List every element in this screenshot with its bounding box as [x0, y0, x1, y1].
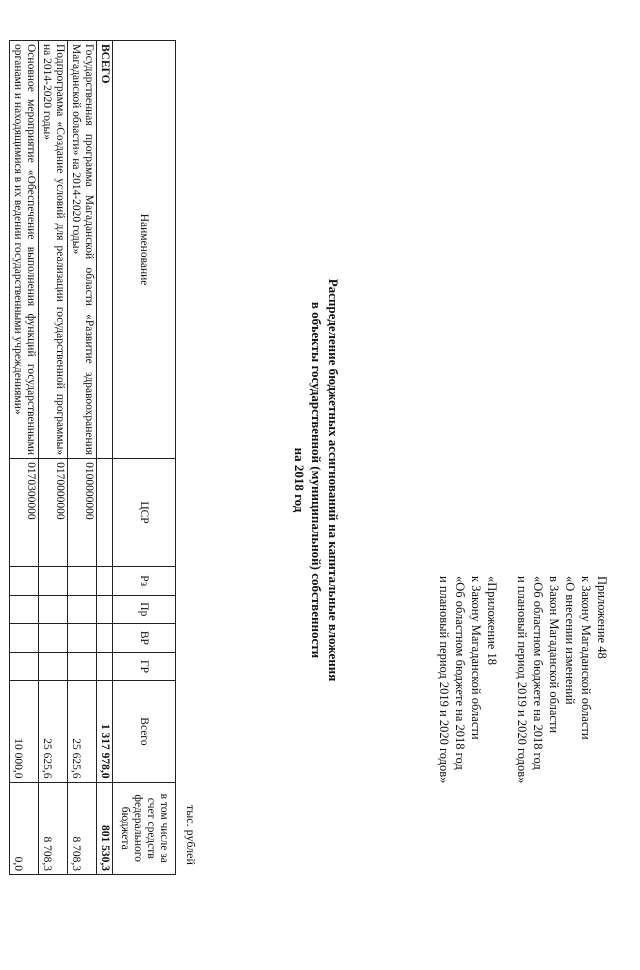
row-vr [10, 624, 39, 653]
row-federal: 8 708,3 [39, 782, 68, 875]
table-row [97, 41, 113, 875]
approval-line: и плановый период 2019 и 2020 годов» [515, 576, 529, 784]
row-csr [97, 459, 113, 567]
row-rz [10, 566, 39, 595]
row-rz [39, 566, 68, 595]
row-gr [97, 652, 113, 681]
table-row [68, 41, 97, 875]
row-federal: 801 530,3 [97, 782, 113, 875]
header-total: Всего [113, 681, 176, 782]
row-pr [10, 595, 39, 624]
row-total: 25 625,6 [39, 681, 68, 782]
row-rz [68, 566, 97, 595]
header-federal: в том числе за счет средств федерального бюджета [113, 782, 176, 875]
budget-table [9, 40, 176, 875]
row-total: 10 000,0 [10, 681, 39, 782]
row-gr [68, 652, 97, 681]
header-csr: ЦСР [113, 459, 176, 567]
header-gr: ГР [113, 652, 176, 681]
row-name: Основное мероприятие «Обеспечение выполнения функций государственными органами и находящимися в их ведении государственными учреждениями» [10, 41, 39, 459]
header-rz: Рз [113, 566, 176, 595]
row-total: 25 625,6 [68, 681, 97, 782]
approval-line: к Закону Магаданской области [579, 576, 593, 740]
row-federal: 0,0 [10, 782, 39, 875]
row-total: 1 317 978,0 [97, 681, 113, 782]
units-label: тыс. рублей [184, 805, 198, 865]
row-gr [10, 652, 39, 681]
prior-approval-line: «Приложение 18 [485, 576, 499, 665]
row-name: ВСЕГО [97, 41, 113, 459]
title-line: Распределение бюджетных ассигнований на капитальные вложения [326, 278, 341, 682]
row-pr [68, 595, 97, 624]
title-line: на 2018 год [292, 447, 307, 513]
approval-line: Приложение 48 [595, 576, 609, 659]
row-gr [39, 652, 68, 681]
row-vr [39, 624, 68, 653]
row-csr: 0170300000 [10, 459, 39, 567]
header-name: Наименование [113, 41, 176, 459]
row-csr: 0100000000 [68, 459, 97, 567]
document-title [291, 70, 342, 970]
table-row [39, 41, 68, 875]
approval-stamp [436, 576, 610, 886]
table-row [10, 41, 39, 875]
row-name: Подпрограмма «Создание условий для реализации государственной программы» на 2014-2020 годы» [39, 41, 68, 459]
header-pr: Пр [113, 595, 176, 624]
prior-approval-line: к Закону Магаданской области [469, 576, 483, 740]
row-name: Государственная программа Магаданской области «Развитие здравоохранения Магаданской области» на 2014-2020 годы» [68, 41, 97, 459]
header-vr: ВР [113, 624, 176, 653]
approval-line: в Закон Магаданской области [547, 576, 561, 734]
row-csr: 0170000000 [39, 459, 68, 567]
row-pr [39, 595, 68, 624]
title-line: в объекты государственной (муниципальной) собственности [309, 301, 324, 659]
approval-line: «Об областном бюджете на 2018 год [531, 576, 545, 770]
row-federal: 8 708,3 [68, 782, 97, 875]
table-header-row [113, 41, 176, 875]
approval-line: «О внесении изменений [563, 576, 577, 705]
row-rz [97, 566, 113, 595]
row-pr [97, 595, 113, 624]
row-vr [97, 624, 113, 653]
prior-approval-line: и плановый период 2019 и 2020 годов» [437, 576, 451, 784]
prior-approval-line: «Об областном бюджете на 2018 год [453, 576, 467, 770]
row-vr [68, 624, 97, 653]
